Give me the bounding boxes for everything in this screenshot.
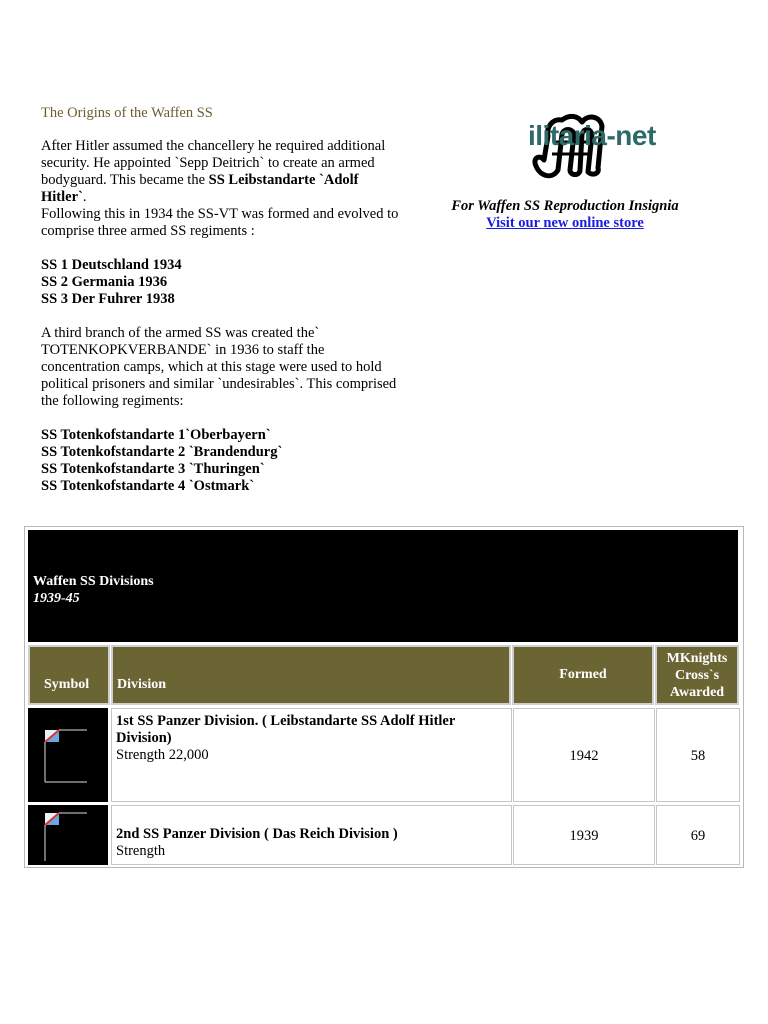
militaria-net-logo[interactable] [450,106,690,182]
totenkopf-item: SS Totenkofstandarte 1`Oberbayern` [41,427,271,443]
article [41,105,401,495]
awarded-cell: 58 [656,708,740,802]
totenkopf-item: SS Totenkofstandarte 4 `Ostmark` [41,478,255,494]
regiment-item: SS 1 Deutschland 1934 [41,257,182,273]
totenkopf-paragraph: A third branch of the armed SS was created the` TOTENKOPKVERBANDE` in 1936 to staff the concentration camps, which at this stage were used to hold political prisoners and similar `undesirables`. This comprised the following regiments: [41,325,397,409]
division-name: 1st SS Panzer Division. ( Leibstandarte SS Adolf Hitler Division) [116,713,456,746]
header-formed-label: Formed [559,667,607,682]
division-strength: Strength 22,000 [116,747,209,763]
totenkopf-item: SS Totenkofstandarte 3 `Thuringen` [41,461,265,477]
header-division [111,645,511,705]
header-knights-line2: Cross`s [674,668,720,683]
awarded-cell: 69 [656,805,740,865]
intro-text: After Hitler assumed the chancellery he required additional security. He appointed `Sepp Deitrich` to create an armed bodyguard. This became the [41,138,386,188]
regiment-item: SS 3 Der Fuhrer 1938 [41,291,175,307]
header-symbol-label: Symbol [44,677,90,692]
division-strength: Strength [116,843,166,859]
formed-cell: 1939 [513,805,655,865]
header-division-label: Division [117,677,167,692]
intro-bold: SS Leibstandarte `Adolf Hitler` [41,172,359,205]
division-cell [111,805,512,865]
table-row [28,708,738,802]
header-knights [655,645,739,705]
regiment-list [41,257,401,308]
table-banner [28,530,738,642]
table-title: Waffen SS Divisions [33,574,154,589]
totenkopf-list [41,427,401,495]
ss-flag-icon [43,728,89,780]
ad-tagline: For Waffen SS Reproduction Insignia [451,198,679,214]
divisions-table [24,526,744,868]
ss-flag-icon [43,811,89,863]
header-knights-line3: Awarded [669,685,725,700]
intro-continued: Following this in 1934 the SS-VT was formed and evolved to comprise three armed SS regiments : [41,206,399,239]
table-subtitle: 1939-45 [33,591,80,606]
symbol-cell [28,805,108,865]
header-symbol [28,645,110,705]
totenkopf-item: SS Totenkofstandarte 2 `Brandendurg` [41,444,283,460]
online-store-link[interactable]: Visit our new online store [486,215,644,231]
intro-period: . [82,189,87,205]
intro-paragraph [41,138,401,240]
formed-cell: 1942 [513,708,655,802]
header-formed [512,645,654,705]
table-row [28,805,738,865]
header-knights-label [657,650,737,701]
symbol-cell [28,708,108,802]
article-heading: The Origins of the Waffen SS [41,105,213,121]
division-name: 2nd SS Panzer Division ( Das Reich Division ) [116,826,398,842]
regiment-item: SS 2 Germania 1936 [41,274,168,290]
header-knights-line1: MKnights [666,651,728,666]
division-cell [111,708,512,802]
logo-text: ilitaria-net [528,120,656,151]
